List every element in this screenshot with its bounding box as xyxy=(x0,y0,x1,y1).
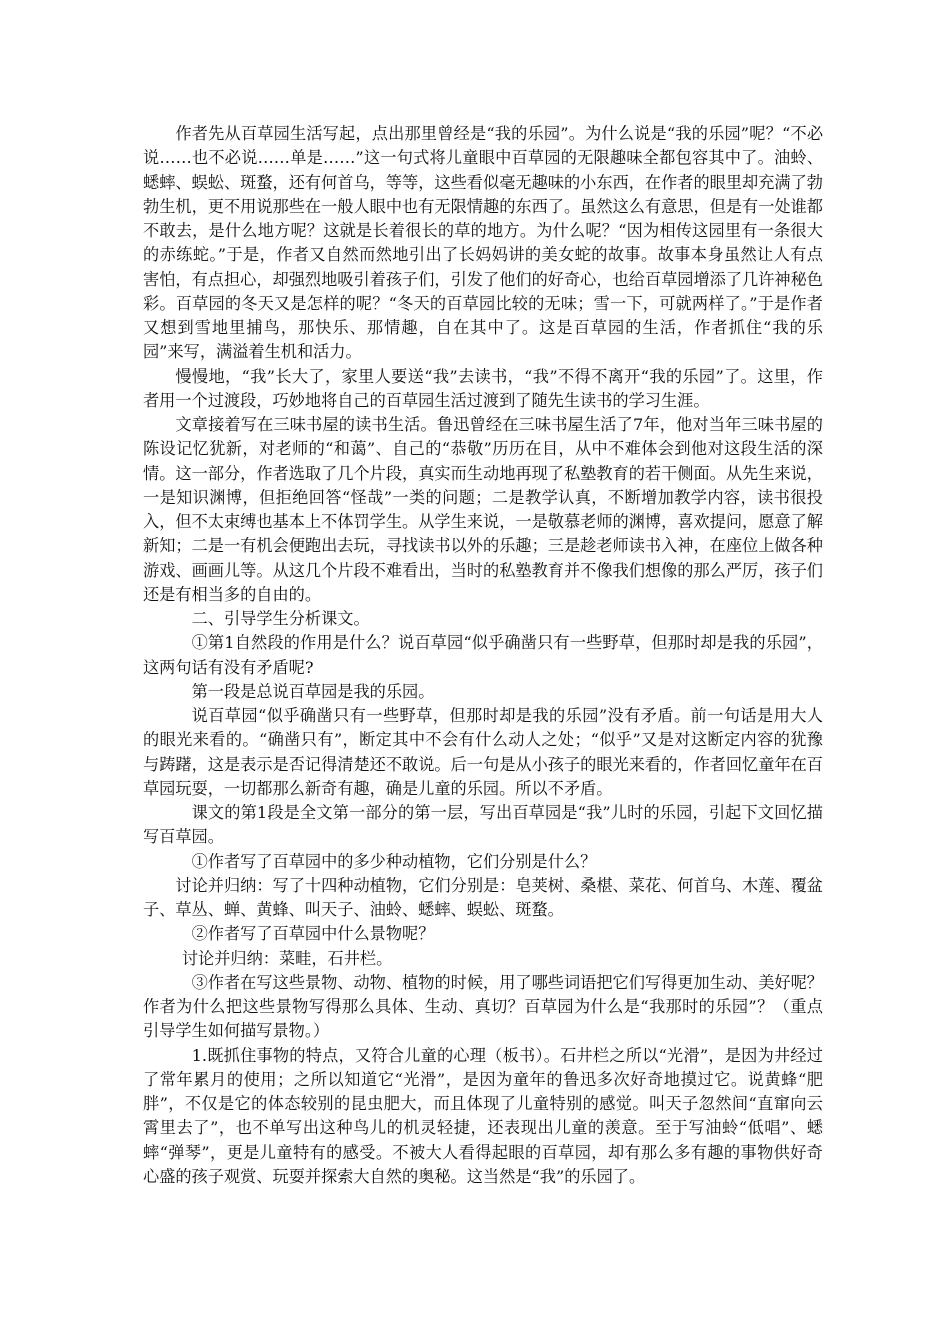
paragraph: 文章接着写在三味书屋的读书生活。鲁迅曾经在三味书屋生活了7年，他对当年三味书屋的陈设记忆犹新，对老师的“和蔼”、自己的“恭敬”历历在目，从中不难体会到他对这段生活的深情。这一部分，作者选取了几个片段，真实而生动地再现了私塾教育的若干侧面。从先生来说，一是知识渊博，但拒绝回答“怪哉”一类的问题；二是教学认真，不断增加教学内容，读书很投入，但不太束缚也基本上不体罚学生。从学生来说，一是敬慕老师的渊博，喜欢提问，愿意了解新知；二是一有机会便跑出去玩，寻找读书以外的乐趣；三是趁老师读书入神，在座位上做各种游戏、画画儿等。从这几个片段不难看出，当时的私塾教育并不像我们想像的那么严厉，孩子们还是有相当多的自由的。 xyxy=(143,415,823,604)
paragraph: 1.既抓住事物的特点，又符合儿童的心理（板书）。石井栏之所以“光滑”，是因为井经过了常年累月的使用；之所以知道它“光滑”，是因为童年的鲁迅多次好奇地摸过它。说黄蜂“肥胖”，不仅是它的体态较别的昆虫肥大，而且体现了儿童特别的感觉。叫天子忽然间“直窜向云霄里去了”，也不单写出这种鸟儿的机灵轻捷，还表现出儿童的羡意。至于写油蛉“低唱”、蟋蟀“弹琴”，更是儿童特有的感受。不被大人看得起眼的百草园，却有那么多有趣的事物供好奇心盛的孩子观赏、玩耍并探索大自然的奥秘。这当然是“我”的乐园了。 xyxy=(143,1045,823,1186)
question: ①第1自然段的作用是什么？说百草园“似乎确凿只有一些野草，但那时却是我的乐园”，这两句话有没有矛盾呢? xyxy=(143,633,823,677)
question: ③作者在写这些景物、动物、植物的时候，用了哪些词语把它们写得更加生动、美好呢？作者为什么把这些景物写得那么具体、生动、真切？百草园为什么是“我那时的乐园”？（重点引导学生如何描写景物。） xyxy=(143,972,823,1041)
question: ①作者写了百草园中的多少种动植物，它们分别是什么？ xyxy=(191,851,597,871)
answer: 讨论并归纳：写了十四种动植物，它们分别是：皂荚树、桑椹、菜花、何首乌、木莲、覆盆子、草丛、蝉、黄蜂、叫天子、油蛉、蟋蟀、蜈蚣、斑蝥。 xyxy=(143,875,823,919)
paragraph: 课文的第1段是全文第一部分的第一层，写出百草园是“我”儿时的乐园，引起下文回忆描写百草园。 xyxy=(143,803,823,847)
paragraph: 第一段是总说百草园是我的乐园。 xyxy=(191,681,435,701)
paragraph: 作者先从百草园生活写起，点出那里曾经是“我的乐园”。为什么说是“我的乐园”呢？“不必说……也不必说……单是……”这一句式将儿童眼中百草园的无限趣味全都包容其中了。油蛉、蟋蟀、蜈蚣、斑蝥，还有何首乌，等等，这些看似毫无趣味的小东西，在作者的眼里却充满了勃勃生机，更不用说那些在一般人眼中也有无限情趣的东西了。虽然这么有意思，但是有一处谁都不敢去，是什么地方呢？这就是长着很长的草的地方。为什么呢？“因为相传这园里有一条很大的赤练蛇。”于是，作者又自然而然地引出了长妈妈讲的美女蛇的故事。故事本身虽然让人有点害怕，有点担心，却强烈地吸引着孩子们，引发了他们的好奇心，也给百草园增添了几许神秘色彩。百草园的冬天又是怎样的呢？“冬天的百草园比较的无味；雪一下，可就两样了。”于是作者又想到雪地里捕鸟，那快乐、那情趣，自在其中了。这是百草园的生活，作者抓住“我的乐园”来写，满溢着生机和活力。 xyxy=(143,124,823,362)
section-heading: 二、引导学生分析课文。 xyxy=(191,609,370,628)
answer: 讨论并归纳：菜畦，石井栏。 xyxy=(181,948,393,968)
question: ②作者写了百草园中什么景物呢？ xyxy=(191,924,435,944)
paragraph: 说百草园“似乎确凿只有一些野草，但那时却是我的乐园”没有矛盾。前一句话是用大人的眼光来看的。“确凿只有”，断定其中不会有什么动人之处；“似乎”又是对这断定内容的犹豫与踌躇，这是表示是否记得清楚还不敢说。后一句是从小孩子的眼光来看的，作者回忆童年在百草园玩耍，一切都那么新奇有趣，确是儿童的乐园。所以不矛盾。 xyxy=(143,706,823,798)
document-page xyxy=(143,122,823,1189)
paragraph: 慢慢地，“我”长大了，家里人要送“我”去读书，“我”不得不离开“我的乐园”了。这里，作者用一个过渡段，巧妙地将自己的百草园生活过渡到了随先生读书的学习生涯。 xyxy=(143,366,823,410)
